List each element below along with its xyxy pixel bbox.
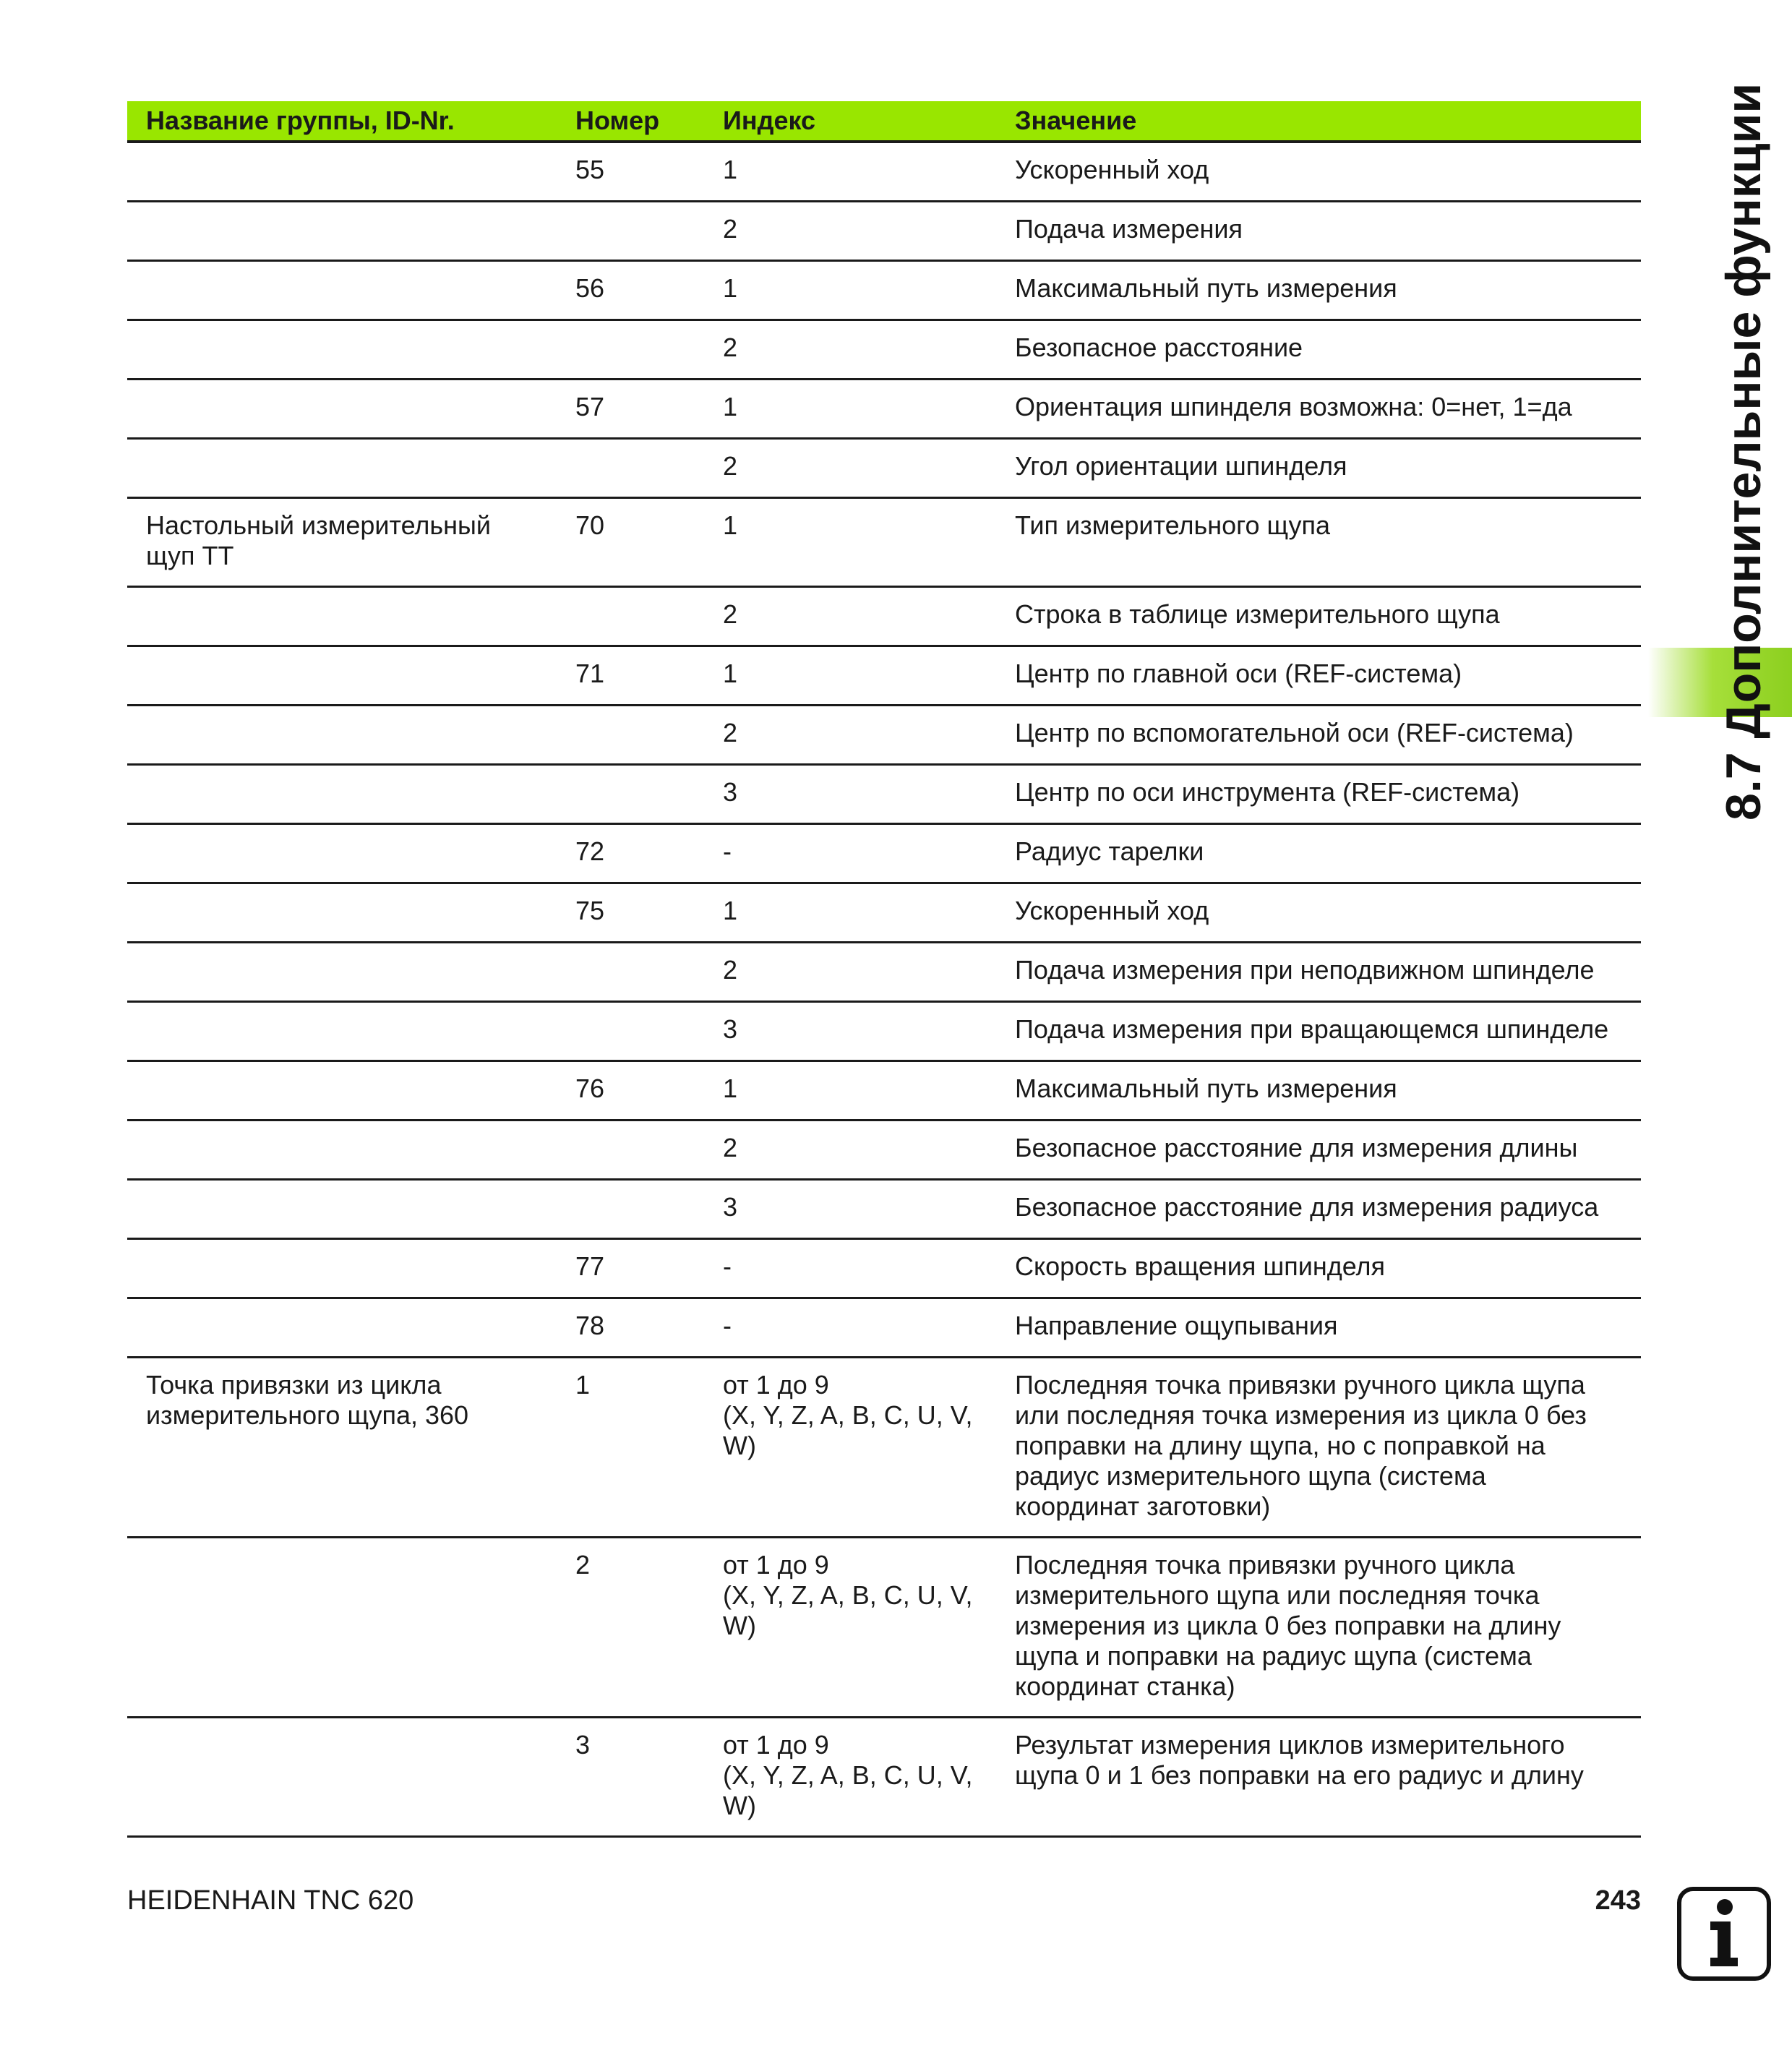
table-row [127, 1299, 1641, 1358]
cell-number: 75 [575, 896, 605, 925]
cell-group [127, 1718, 575, 1835]
cell-index: 3 [723, 777, 738, 807]
cell-value: Подача измерения при вращающемся шпинделе [1015, 1014, 1609, 1044]
cell-group [127, 202, 575, 260]
cell-number [575, 706, 723, 763]
cell-number: 71 [575, 659, 605, 688]
cell-number: 76 [575, 1074, 605, 1103]
cell-index: 2 [723, 451, 738, 481]
cell-group [127, 884, 575, 941]
cell-number [575, 321, 723, 378]
cell-group [127, 380, 575, 437]
table-header [127, 101, 1641, 143]
table-row [127, 943, 1641, 1003]
cell-number [575, 943, 723, 1001]
cell-group: Точка привязки из цикла измерительного щупа, 360 [146, 1370, 469, 1430]
cell-group [127, 647, 575, 704]
cell-index: 3 [723, 1014, 738, 1044]
cell-value: Радиус тарелки [1015, 836, 1204, 866]
table-row [127, 262, 1641, 321]
cell-group [127, 1240, 575, 1297]
table-row [127, 499, 1641, 588]
cell-value: Последняя точка привязки ручного цикла щупа или последняя точка измерения из цикла 0 без поправки на длину щупа, но с поправкой на радиус измерительного щупа (система координат заготовки) [1015, 1370, 1587, 1521]
table-body [127, 143, 1641, 1838]
cell-number: 56 [575, 273, 605, 303]
cell-group [127, 766, 575, 823]
cell-value: Ускоренный ход [1015, 155, 1209, 184]
cell-value: Безопасное расстояние [1015, 333, 1303, 362]
cell-number: 77 [575, 1251, 605, 1281]
cell-number [575, 766, 723, 823]
cell-index: 1 [723, 659, 738, 688]
cell-number [575, 440, 723, 497]
info-icon[interactable] [1677, 1887, 1771, 1981]
cell-index: от 1 до 9 (X, Y, Z, A, B, C, U, V, W) [723, 1550, 973, 1640]
cell-index: - [723, 836, 732, 866]
cell-value: Максимальный путь измерения [1015, 273, 1397, 303]
cell-value: Скорость вращения шпинделя [1015, 1251, 1386, 1281]
cell-value: Подача измерения при неподвижном шпинделе [1015, 955, 1595, 985]
cell-index: 2 [723, 599, 738, 629]
cell-group [127, 1003, 575, 1060]
cell-index: 1 [723, 392, 738, 421]
table-row [127, 884, 1641, 943]
cell-group [127, 943, 575, 1001]
cell-value: Безопасное расстояние для измерения длины [1015, 1133, 1578, 1162]
cell-index: 2 [723, 718, 738, 747]
cell-group [127, 825, 575, 882]
table-row [127, 143, 1641, 202]
cell-group [127, 706, 575, 763]
header-index: Индекс [723, 106, 816, 135]
info-icon-glyph [1681, 1891, 1767, 1976]
cell-index: 1 [723, 510, 738, 540]
table-row [127, 1358, 1641, 1538]
cell-value: Результат измерения циклов измерительного щупа 0 и 1 без поправки на его радиус и длину [1015, 1730, 1584, 1790]
cell-number: 72 [575, 836, 605, 866]
cell-group [127, 1299, 575, 1356]
cell-index: 2 [723, 1133, 738, 1162]
cell-group [127, 588, 575, 645]
cell-value: Строка в таблице измерительного щупа [1015, 599, 1500, 629]
cell-value: Безопасное расстояние для измерения радиуса [1015, 1192, 1599, 1222]
cell-number: 55 [575, 155, 605, 184]
cell-index: 2 [723, 955, 738, 985]
cell-number: 78 [575, 1311, 605, 1340]
cell-group [127, 1121, 575, 1178]
cell-value: Центр по главной оси (REF-система) [1015, 659, 1462, 688]
table-row [127, 1121, 1641, 1181]
page-number: 243 [1595, 1885, 1641, 1916]
cell-index: - [723, 1311, 732, 1340]
table-row [127, 647, 1641, 706]
cell-value: Ориентация шпинделя возможна: 0=нет, 1=да [1015, 392, 1572, 421]
table-row [127, 1718, 1641, 1838]
cell-number [575, 1181, 723, 1238]
table-row [127, 588, 1641, 647]
cell-index: - [723, 1251, 732, 1281]
table-row [127, 1240, 1641, 1299]
cell-index: 3 [723, 1192, 738, 1222]
table-row [127, 440, 1641, 499]
parameter-table [127, 101, 1641, 1838]
cell-index: 2 [723, 333, 738, 362]
table-row [127, 202, 1641, 262]
cell-number: 57 [575, 392, 605, 421]
cell-value: Подача измерения [1015, 214, 1243, 244]
table-row [127, 1003, 1641, 1062]
cell-value: Угол ориентации шпинделя [1015, 451, 1347, 481]
cell-number [575, 1121, 723, 1178]
cell-number: 1 [575, 1370, 591, 1400]
footer-product: HEIDENHAIN TNC 620 [127, 1885, 414, 1916]
cell-number: 70 [575, 510, 605, 540]
cell-group [127, 321, 575, 378]
table-row [127, 1538, 1641, 1718]
header-group: Название группы, ID-Nr. [146, 106, 455, 135]
cell-value: Максимальный путь измерения [1015, 1074, 1397, 1103]
cell-value: Тип измерительного щупа [1015, 510, 1331, 540]
table-row [127, 1181, 1641, 1240]
cell-number: 3 [575, 1730, 591, 1760]
cell-value: Последняя точка привязки ручного цикла измерительного щупа или последняя точка измерения из цикла 0 без поправки на длину щупа и поправки на радиус щупа (система координат станка) [1015, 1550, 1561, 1701]
cell-number [575, 202, 723, 260]
cell-number: 2 [575, 1550, 591, 1580]
cell-group [127, 440, 575, 497]
cell-value: Центр по вспомогательной оси (REF-система) [1015, 718, 1574, 747]
table-row [127, 1062, 1641, 1121]
cell-group [127, 262, 575, 319]
cell-index: от 1 до 9 (X, Y, Z, A, B, C, U, V, W) [723, 1370, 973, 1460]
cell-index: 1 [723, 896, 738, 925]
cell-index: от 1 до 9 (X, Y, Z, A, B, C, U, V, W) [723, 1730, 973, 1820]
header-number: Номер [575, 106, 660, 135]
cell-group [127, 143, 575, 200]
cell-index: 2 [723, 214, 738, 244]
cell-group: Настольный измерительный щуп TT [146, 510, 492, 570]
table-row [127, 766, 1641, 825]
table-row [127, 380, 1641, 440]
cell-value: Центр по оси инструмента (REF-система) [1015, 777, 1520, 807]
cell-number [575, 1003, 723, 1060]
cell-index: 1 [723, 1074, 738, 1103]
cell-index: 1 [723, 155, 738, 184]
cell-value: Ускоренный ход [1015, 896, 1209, 925]
cell-index: 1 [723, 273, 738, 303]
cell-number [575, 588, 723, 645]
table-row [127, 825, 1641, 884]
cell-group [127, 1538, 575, 1716]
cell-group [127, 1062, 575, 1119]
cell-value: Направление ощупывания [1015, 1311, 1338, 1340]
table-row [127, 706, 1641, 766]
header-value: Значение [1015, 106, 1137, 135]
cell-group [127, 1181, 575, 1238]
table-row [127, 321, 1641, 380]
chapter-title: 8.7 Дополнительные функции [1716, 82, 1771, 821]
